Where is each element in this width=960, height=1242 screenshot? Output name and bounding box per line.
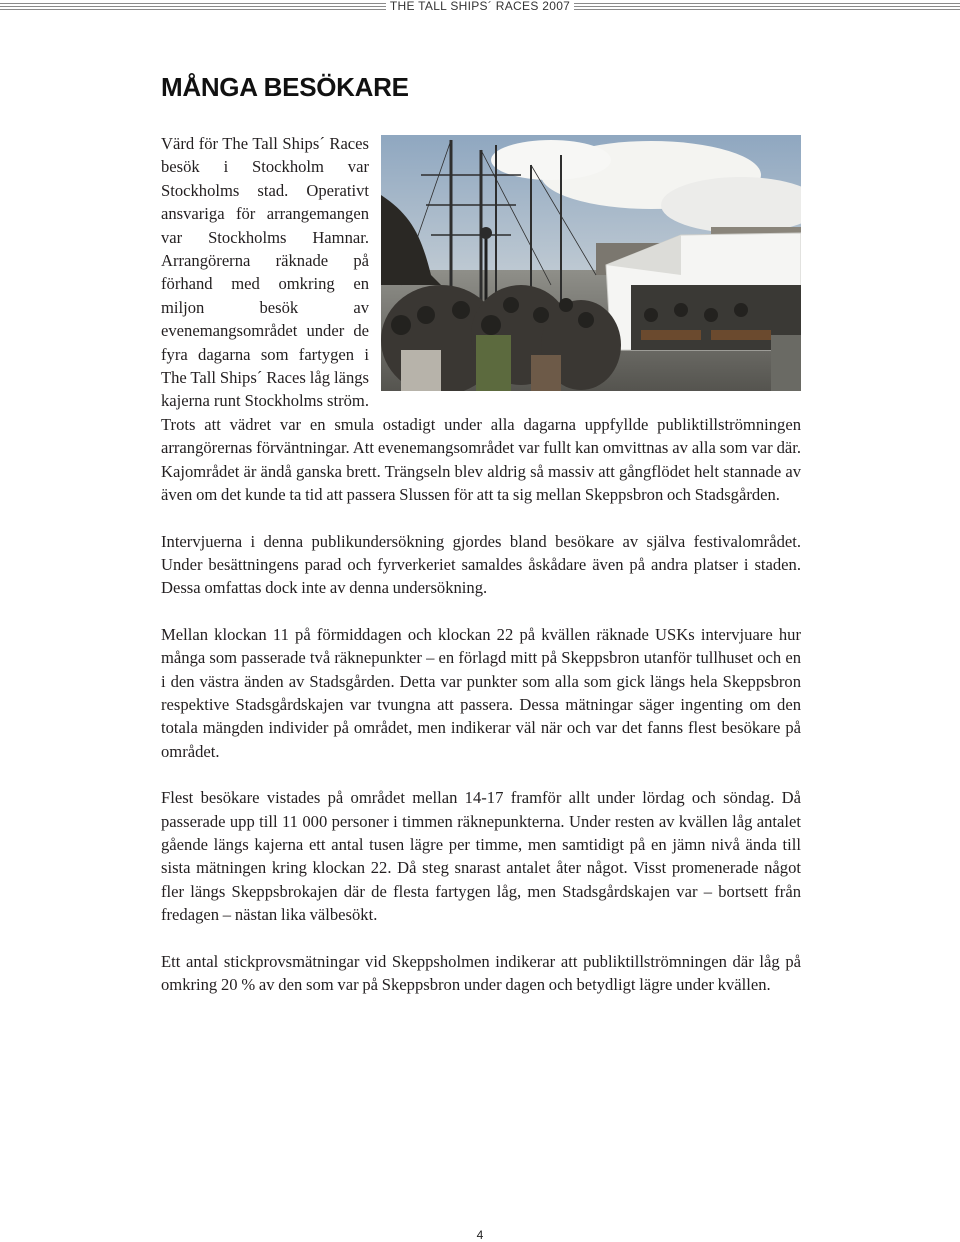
paragraph: Intervjuerna i denna publikundersökning gjordes bland besökare av själva festivalområdet. Under besättningens parad och fyrverkeriet samaldes åskådare även på andra platser i staden. Dessa omfattas dock inte av denna undersökning. xyxy=(161,531,801,598)
page-number: 4 xyxy=(476,1228,484,1242)
paragraph: Mellan klockan 11 på förmiddagen och klockan 22 på kvällen räknade USKs intervjuare hur många som passerade två räknepunkter – en förlagd mitt på Skeppsbron utanför tullhuset och en i den västra änden av Stadsgården. Detta var punkter som alla som gick längs hela Skeppsbron respektive Stadsgårdskajen var tvungna att passera. Dessa mätningar säger ingenting om den totala mängden individer på området, men indikerar väl när och var det fanns flest besökare på området. xyxy=(161,624,801,761)
page-title: MÅNGA BESÖKARE xyxy=(161,72,409,102)
harbour-crowd-photo xyxy=(381,135,801,391)
running-header-text: THE TALL SHIPS´ RACES 2007 xyxy=(386,0,574,13)
paragraph-text: Värd för The Tall Ships´ Races besök i Stockholm var Stockholms stad. Operativt ansvariga för arrangemangen var Stockholms Hamnar. Arrangörerna räknade på förhand med omkring en miljon besök av evenemangsområdet under de fyra dagarna som fartygen i The Tall Ships´ Races låg längs kajerna runt Stockholms ström. Trots att vädret var en smula ostadigt under alla dagarna uppfyllde publiktillströmningen arrangörernas förväntningar. Att evenemangsområdet var fullt kan omvittnas av alla som var där. Kajområdet är ändå ganska brett. Trängseln blev aldrig så massiv att gångflödet helt stannade av även om det kunde ta tid att passera Slussen för att ta sig mellan Skeppsbron och Stadsgården. xyxy=(161,134,801,505)
article-body xyxy=(161,132,801,1019)
paragraph xyxy=(161,132,801,507)
running-header xyxy=(0,0,960,13)
paragraph: Flest besökare vistades på området mellan 14-17 framför allt under lördag och söndag. Då passerade upp till 11 000 personer i timmen räknepunkterna. Under resten av kvällen låg antalet gående längs kajerna ett antal tusen lägre per timme, men samtidigt på en jämn nivå ända till sista mätningen kring klockan 22. Då steg snarast antalet åter något. Visst promenerade något fler längs Skeppsbrokajen där de flesta fartygen låg, men Stadsgårdskajen var – bortsett från fredagen – nästan lika välbesökt. xyxy=(161,788,801,925)
paragraph: Ett antal stickprovsmätningar vid Skeppsholmen indikerar att publiktillströmningen där låg på omkring 20 % av den som var på Skeppsbron under dagen och betydligt lägre under kvällen. xyxy=(161,951,801,994)
